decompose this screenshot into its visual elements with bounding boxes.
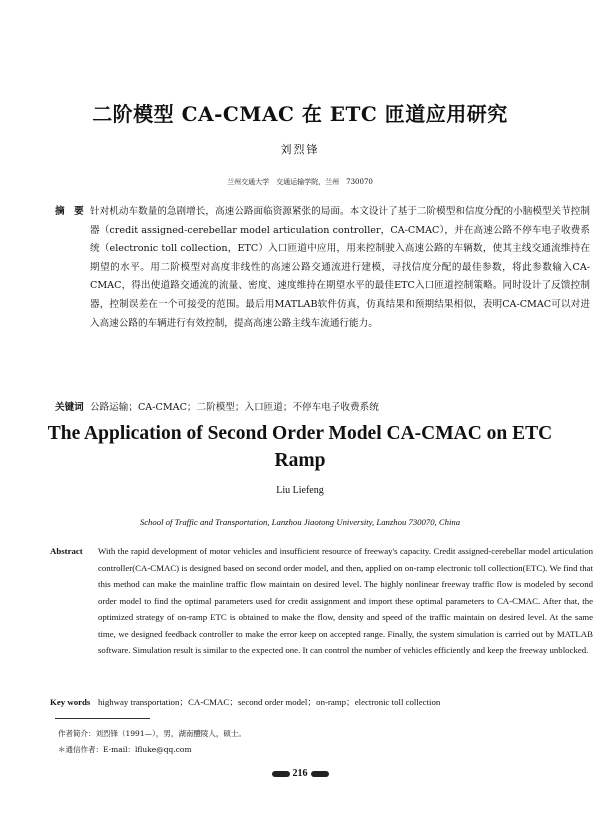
footnote-contact: ＊通信作者：E-mail：lfluke@qq.com <box>58 745 192 754</box>
english-keywords <box>50 694 595 712</box>
page-number-text: 216 <box>292 768 308 779</box>
page-number <box>0 768 600 779</box>
english-keywords-text: highway transportation；CA-CMAC；second order model；on-ramp；electronic toll collection <box>98 697 441 707</box>
chinese-abstract-text: 针对机动车数量的急剧增长，高速公路面临资源紧张的局面。本文设计了基于二阶模型和信度分配的小脑模型关节控制器（credit assigned-cerebellar model articulation controller，CA-CMAC），并在高速公路不停车电子收费系统（electronic toll collection，ETC）入口匝道中应用，用来控制驶入高速公路的车辆数，使其主线交通流维持在期望的水平。用二阶模型对高度非线性的高速公路交通流进行建模，寻找信度分配的最佳参数，将此参数输入CA-CMAC，得出使道路交通流的流量、密度、速度维持在期望水平的最佳ETC入口匝道控制策略。同时设计了反馈控制器，控制误差在一个可接受的范围。最后用MATLAB软件仿真，仿真结果和预期结果相似，表明CA-CMAC可以对进入高速公路的车辆进行有效控制，提高高速公路主线车流通行能力。 <box>90 206 590 329</box>
chinese-affiliation: 兰州交通大学 交通运输学院，兰州 730070 <box>227 178 373 186</box>
english-abstract-text: With the rapid development of motor vehicles and insufficient resource of freeway's capacity. Credit assigned-cerebellar model articulation controller(CA-CMAC) is designed based on second order model, and then, applied on on-ramp electronic toll collection(ETC). We find that this method can make the mainline traffic flow maintain on desired level. The highly nonlinear freeway traffic flow is modeled by second order model to find the optimal parameters used for credit assignment and import these optimal parameters to CA-CMAC. After that, the optimized strategy of on-ramp ETC is obtained to make the flow, density and speed of the traffic maintain on desired level. At the same time, we designed feedback controller to make the error keep on accepted range. Finally, the system simulation is carried out by MATLAB software. Simulation result is similar to the expected one. It can control the number of vehicles efficiently and keep the freeway unblocked. <box>98 546 593 655</box>
ornament-left-icon <box>272 771 290 777</box>
chinese-keywords-label: 关键词 <box>55 402 84 413</box>
chinese-author: 刘烈锋 <box>280 143 320 156</box>
english-abstract-label: Abstract <box>50 546 83 556</box>
english-author: Liu Liefeng <box>276 485 324 496</box>
footnote-divider <box>55 718 150 719</box>
chinese-keywords-text: 公路运输；CA-CMAC；二阶模型；入口匝道；不停车电子收费系统 <box>90 402 379 413</box>
chinese-abstract <box>55 203 595 383</box>
chinese-keywords <box>55 399 595 419</box>
ornament-right-icon <box>311 771 329 777</box>
english-abstract <box>50 543 595 693</box>
english-affiliation: School of Traffic and Transportation, Lanzhou Jiaotong University, Lanzhou 730070, China <box>139 517 461 527</box>
english-title: The Application of Second Order Model CA-CMAC on ETC Ramp <box>47 423 553 471</box>
chinese-title: 二阶模型 CA-CMAC 在 ETC 匝道应用研究 <box>92 102 508 126</box>
footnote-author-bio: 作者简介：刘烈锋（1991—），男，湖南醴陵人，硕士。 <box>58 729 246 738</box>
chinese-abstract-label: 摘 要 <box>55 206 84 217</box>
english-keywords-label: Key words <box>50 697 91 707</box>
